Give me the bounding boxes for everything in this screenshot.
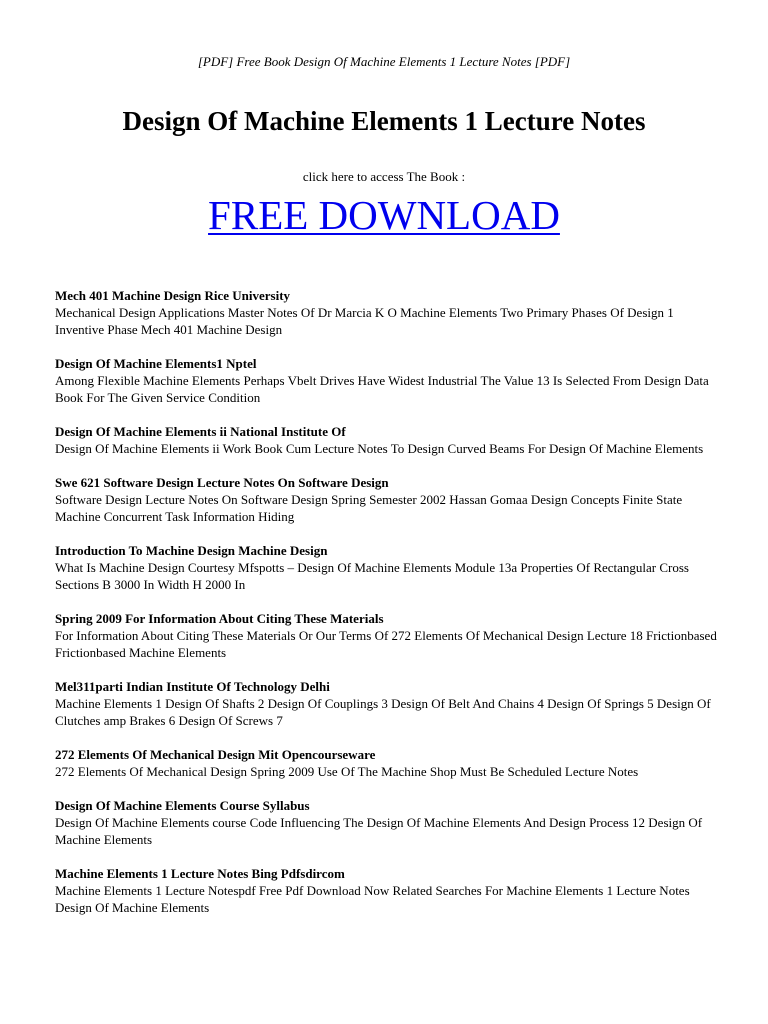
entry-description: Software Design Lecture Notes On Software Design Spring Semester 2002 Hassan Gomaa Design Concepts Finite State Machine Concurrent Task Information Hiding: [55, 492, 683, 524]
free-download-link[interactable]: FREE DOWNLOAD: [208, 192, 560, 238]
list-item: [55, 797, 720, 848]
list-item: [55, 355, 720, 406]
pdf-header-line: [PDF] Free Book Design Of Machine Elements 1 Lecture Notes [PDF]: [197, 54, 571, 69]
entry-description: 272 Elements Of Mechanical Design Spring 2009 Use Of The Machine Shop Must Be Scheduled Lecture Notes: [55, 764, 639, 779]
entry-title: 272 Elements Of Mechanical Design Mit Opencourseware: [55, 747, 376, 762]
entry-description: Machine Elements 1 Lecture Notespdf Free Pdf Download Now Related Searches For Machine Elements 1 Lecture Notes Design Of Machine Elements: [55, 883, 690, 915]
entry-description: Among Flexible Machine Elements Perhaps Vbelt Drives Have Widest Industrial The Value 13 Is Selected From Design Data Book For The Given Service Condition: [55, 373, 709, 405]
list-item: [55, 610, 720, 661]
entry-title: Spring 2009 For Information About Citing These Materials: [55, 611, 384, 626]
entry-title: Machine Elements 1 Lecture Notes Bing Pdfsdircom: [55, 866, 345, 881]
list-item: [55, 542, 720, 593]
entry-list: [55, 287, 720, 933]
entry-description: Machine Elements 1 Design Of Shafts 2 Design Of Couplings 3 Design Of Belt And Chains 4 Design Of Springs 5 Design Of Clutches amp Brakes 6 Design Of Screws 7: [55, 696, 711, 728]
list-item: [55, 287, 720, 338]
list-item: [55, 474, 720, 525]
entry-title: Design Of Machine Elements ii National Institute Of: [55, 424, 346, 439]
list-item: [55, 423, 720, 457]
access-instruction: click here to access The Book :: [302, 169, 466, 184]
entry-title: Design Of Machine Elements Course Syllabus: [55, 798, 310, 813]
list-item: [55, 746, 720, 780]
entry-description: Design Of Machine Elements course Code Influencing The Design Of Machine Elements And Design Process 12 Design Of Machine Elements: [55, 815, 703, 847]
list-item: [55, 865, 720, 916]
entry-description: For Information About Citing These Materials Or Our Terms Of 272 Elements Of Mechanical Design Lecture 18 Frictionbased Frictionbased Machine Elements: [55, 628, 717, 660]
entry-description: What Is Machine Design Courtesy Mfspotts – Design Of Machine Elements Module 13a Properties Of Rectangular Cross Sections B 3000 In Width H 2000 In: [55, 560, 689, 592]
entry-title: Mech 401 Machine Design Rice University: [55, 288, 291, 303]
page-title: Design Of Machine Elements 1 Lecture Notes: [122, 106, 646, 136]
entry-title: Design Of Machine Elements1 Nptel: [55, 356, 257, 371]
download-link-wrapper: [0, 190, 768, 240]
entry-description: Design Of Machine Elements ii Work Book Cum Lecture Notes To Design Curved Beams For Design Of Machine Elements: [55, 441, 704, 456]
entry-title: Mel311parti Indian Institute Of Technology Delhi: [55, 679, 330, 694]
entry-title: Swe 621 Software Design Lecture Notes On Software Design: [55, 475, 389, 490]
entry-title: Introduction To Machine Design Machine Design: [55, 543, 328, 558]
list-item: [55, 678, 720, 729]
entry-description: Mechanical Design Applications Master Notes Of Dr Marcia K O Machine Elements Two Primary Phases Of Design 1 Inventive Phase Mech 401 Machine Design: [55, 305, 674, 337]
